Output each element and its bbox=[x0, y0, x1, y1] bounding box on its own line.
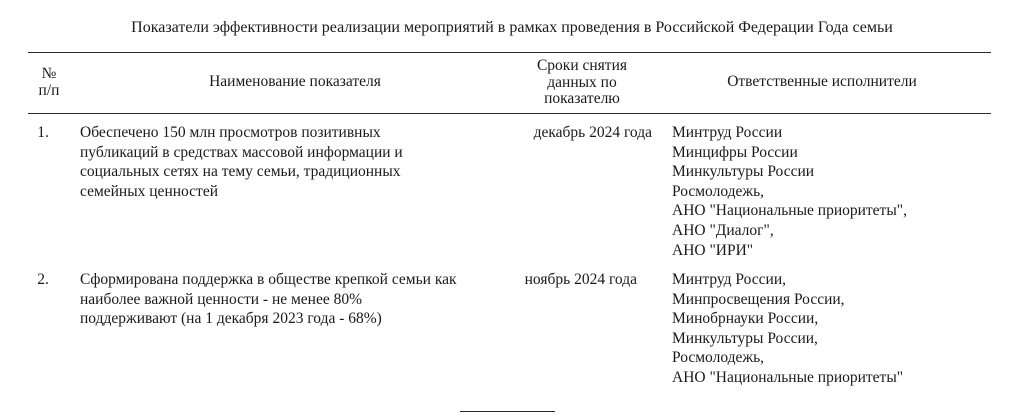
row-1-executor: АНО "Национальные приоритеты", bbox=[672, 202, 907, 220]
row-1-executor: Минцифры России bbox=[672, 143, 798, 161]
row-2-executor: Минпросвещения России, bbox=[672, 290, 845, 308]
footnote-separator bbox=[460, 411, 555, 412]
row-2-executor: Росмолодежь, bbox=[672, 349, 765, 367]
header-term-line2: данных по bbox=[547, 73, 617, 91]
row-2-name-line: Сформирована поддержка в обществе крепкой семьи как bbox=[80, 271, 457, 288]
row-1-executor: Минтруд России bbox=[672, 124, 783, 141]
row-1-number: 1. bbox=[37, 124, 49, 141]
row-1-executor: АНО "ИРИ" bbox=[672, 241, 754, 259]
row-1-term: декабрь 2024 года bbox=[533, 124, 652, 141]
header-term-line1: Сроки снятия bbox=[536, 57, 628, 74]
row-2-name-line: поддерживают (на 1 декабря 2023 года - 68%) bbox=[80, 310, 382, 328]
row-1-executor: Минкультуры России bbox=[672, 163, 815, 181]
row-2-indicator-name bbox=[80, 270, 457, 329]
header-number bbox=[28, 66, 70, 99]
table-header-rule bbox=[28, 113, 991, 114]
row-1-name-line: социальных сетях на тему семьи, традиционных bbox=[80, 163, 401, 181]
row-2-executors bbox=[672, 270, 903, 388]
row-2-number: 2. bbox=[37, 271, 49, 288]
row-1-indicator-name bbox=[80, 123, 403, 201]
page-title: Показатели эффективности реализации мероприятий в рамках проведения в Российской Федерации Года семьи bbox=[131, 19, 893, 36]
row-1-executor: АНО "Диалог", bbox=[672, 221, 774, 239]
header-number-line1: № bbox=[41, 65, 57, 82]
row-1-name-line: публикаций в средствах массовой информации и bbox=[80, 143, 403, 161]
header-term bbox=[512, 58, 652, 108]
row-1-name-line: семейных ценностей bbox=[80, 182, 218, 200]
header-term-line3: показателю bbox=[544, 90, 620, 107]
row-2-executor: Минтруд России, bbox=[672, 271, 787, 288]
header-indicator-name: Наименование показателя bbox=[209, 73, 381, 90]
header-number-line2: п/п bbox=[38, 81, 60, 99]
header-executors: Ответственные исполнители bbox=[727, 73, 917, 90]
table-top-rule bbox=[28, 52, 991, 53]
row-2-executor: Минобрнауки России, bbox=[672, 310, 819, 328]
row-2-executor: АНО "Национальные приоритеты" bbox=[672, 368, 904, 386]
row-2-executor: Минкультуры России, bbox=[672, 329, 818, 347]
row-1-executors bbox=[672, 123, 907, 260]
row-2-name-line: наиболее важной ценности - не менее 80% bbox=[80, 290, 363, 308]
row-2-term: ноябрь 2024 года bbox=[524, 271, 637, 288]
row-1-name-line: Обеспечено 150 млн просмотров позитивных bbox=[80, 124, 381, 141]
row-1-executor: Росмолодежь, bbox=[672, 182, 765, 200]
